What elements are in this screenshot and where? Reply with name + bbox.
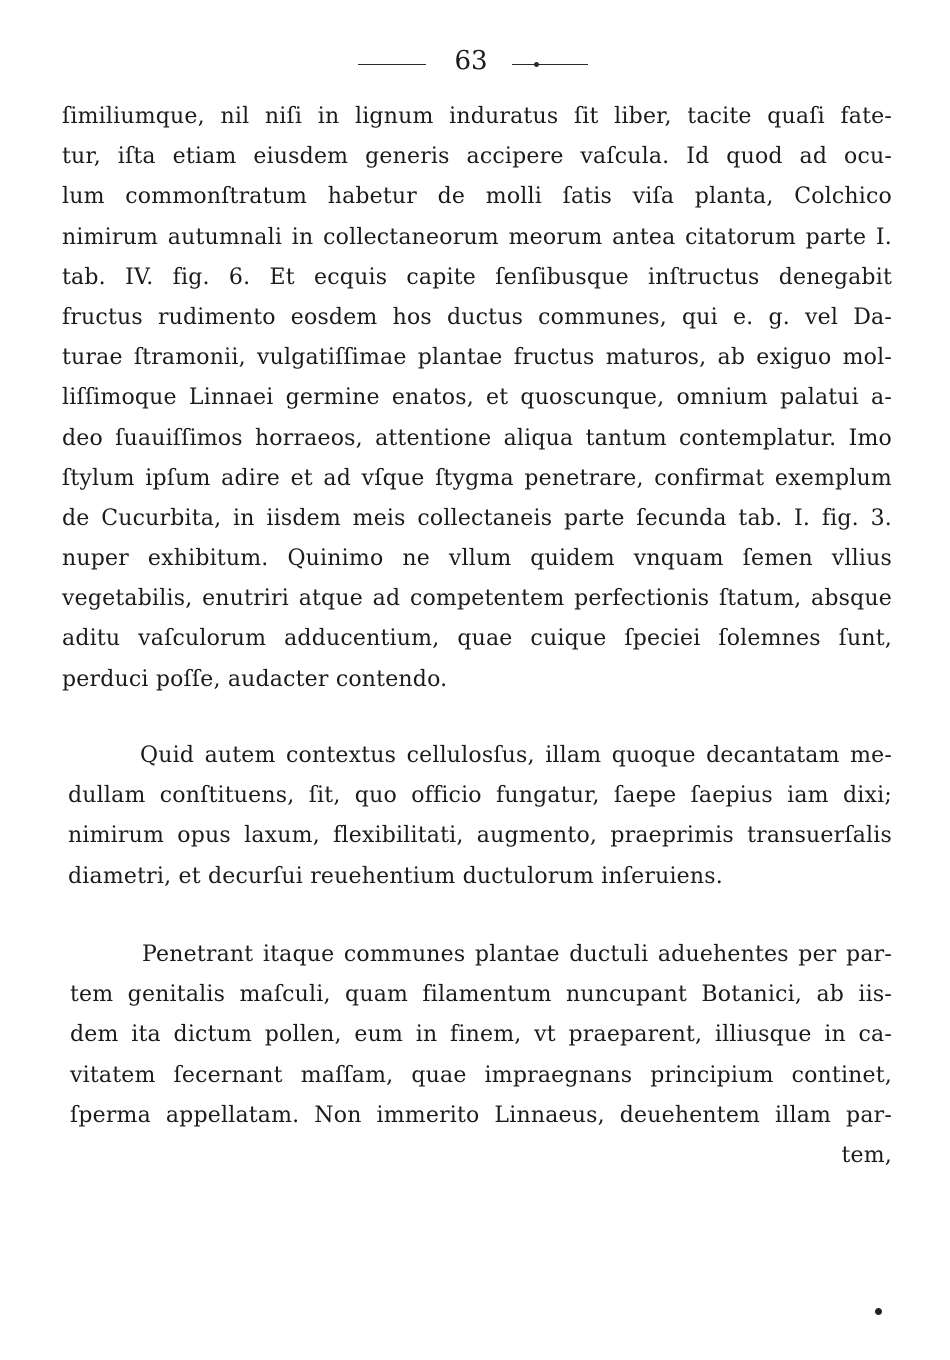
text-line: turae ſtramonii, vulgatiſſimae plantae fructus maturos, ab exiguo mol- xyxy=(62,345,892,371)
text-line: perduci poſſe, audacter contendo. xyxy=(62,666,448,692)
text-line: dem ita dictum pollen, eum in finem, vt praeparent, illiusque in ca- xyxy=(70,1022,892,1048)
text-line: nimirum opus laxum, flexibilitati, augmento, praeprimis transuerſalis xyxy=(68,823,892,849)
paragraph-1 xyxy=(62,97,892,700)
text-line: nuper exhibitum. Quinimo ne vllum quidem vnquam ſemen vllius xyxy=(62,546,892,572)
text-line: aditu vaſculorum adducentium, quae cuique ſpeciei ſolemnes ſunt, xyxy=(62,626,892,652)
text-line: liſſimoque Linnaei germine enatos, et quoscunque, omnium palatui a- xyxy=(62,385,892,411)
text-line: Quid autem contextus cellulosſus, illam quoque decantatam me- xyxy=(140,743,892,768)
text-line: ſperma appellatam. Non immerito Linnaeus, deuehentem illam par- xyxy=(70,1102,892,1128)
text-line: deo ſuauiſſimos horraeos, attentione aliqua tantum contemplatur. Imo xyxy=(62,425,892,451)
text-line: dullam conſtituens, ſit, quo officio fungatur, ſaepe ſaepius iam dixi; xyxy=(68,783,892,809)
text-line: ſimiliumque, nil niſi in lignum induratus ſit liber, tacite quaſi fate- xyxy=(62,104,892,129)
text-line: vitatem ſecernant maſſam, quae impraegnans principium continet, xyxy=(70,1062,892,1088)
text-line: vegetabilis, enutriri atque ad competentem perfectionis ſtatum, absque xyxy=(62,586,892,612)
text-line: nimirum autumnali in collectaneorum meorum antea citatorum parte I. xyxy=(62,224,892,250)
paragraph-3 xyxy=(70,935,892,1176)
text-line: de Cucurbita, in iisdem meis collectaneis parte ſecunda tab. I. fig. 3. xyxy=(62,505,892,531)
header-rule-right xyxy=(512,64,588,65)
text-line: tur, iſta etiam eiusdem generis accipere vaſcula. Id quod ad ocu- xyxy=(62,144,892,170)
text-line: lum commonſtratum habetur de molli ſatis viſa planta, Colchico xyxy=(62,184,892,210)
header-rule-left xyxy=(358,64,426,65)
text-line: tab. IV. fig. 6. Et ecquis capite ſenſibusque inſtructus denegabit xyxy=(62,264,892,290)
text-line: Penetrant itaque communes plantae ductuli aduehentes per par- xyxy=(142,942,892,967)
paragraph-2 xyxy=(68,736,892,897)
text-line: fructus rudimento eosdem hos ductus communes, qui e. g. vel Da- xyxy=(62,304,892,330)
ink-speck xyxy=(875,1308,882,1315)
text-line: diametri, et decurſui reuehentium ductulorum inſeruiens. xyxy=(68,863,723,889)
catchword: tem, xyxy=(841,1142,892,1168)
text-line: ſtylum ipſum adire et ad vſque ſtygma penetrare, confirmat exemplum xyxy=(62,465,892,491)
header-rule-ornament xyxy=(534,62,539,67)
page-number: 63 xyxy=(454,46,488,76)
text-line: tem genitalis maſculi, quam filamentum nuncupant Botanici, ab iis- xyxy=(70,982,892,1008)
page-header xyxy=(0,44,950,84)
